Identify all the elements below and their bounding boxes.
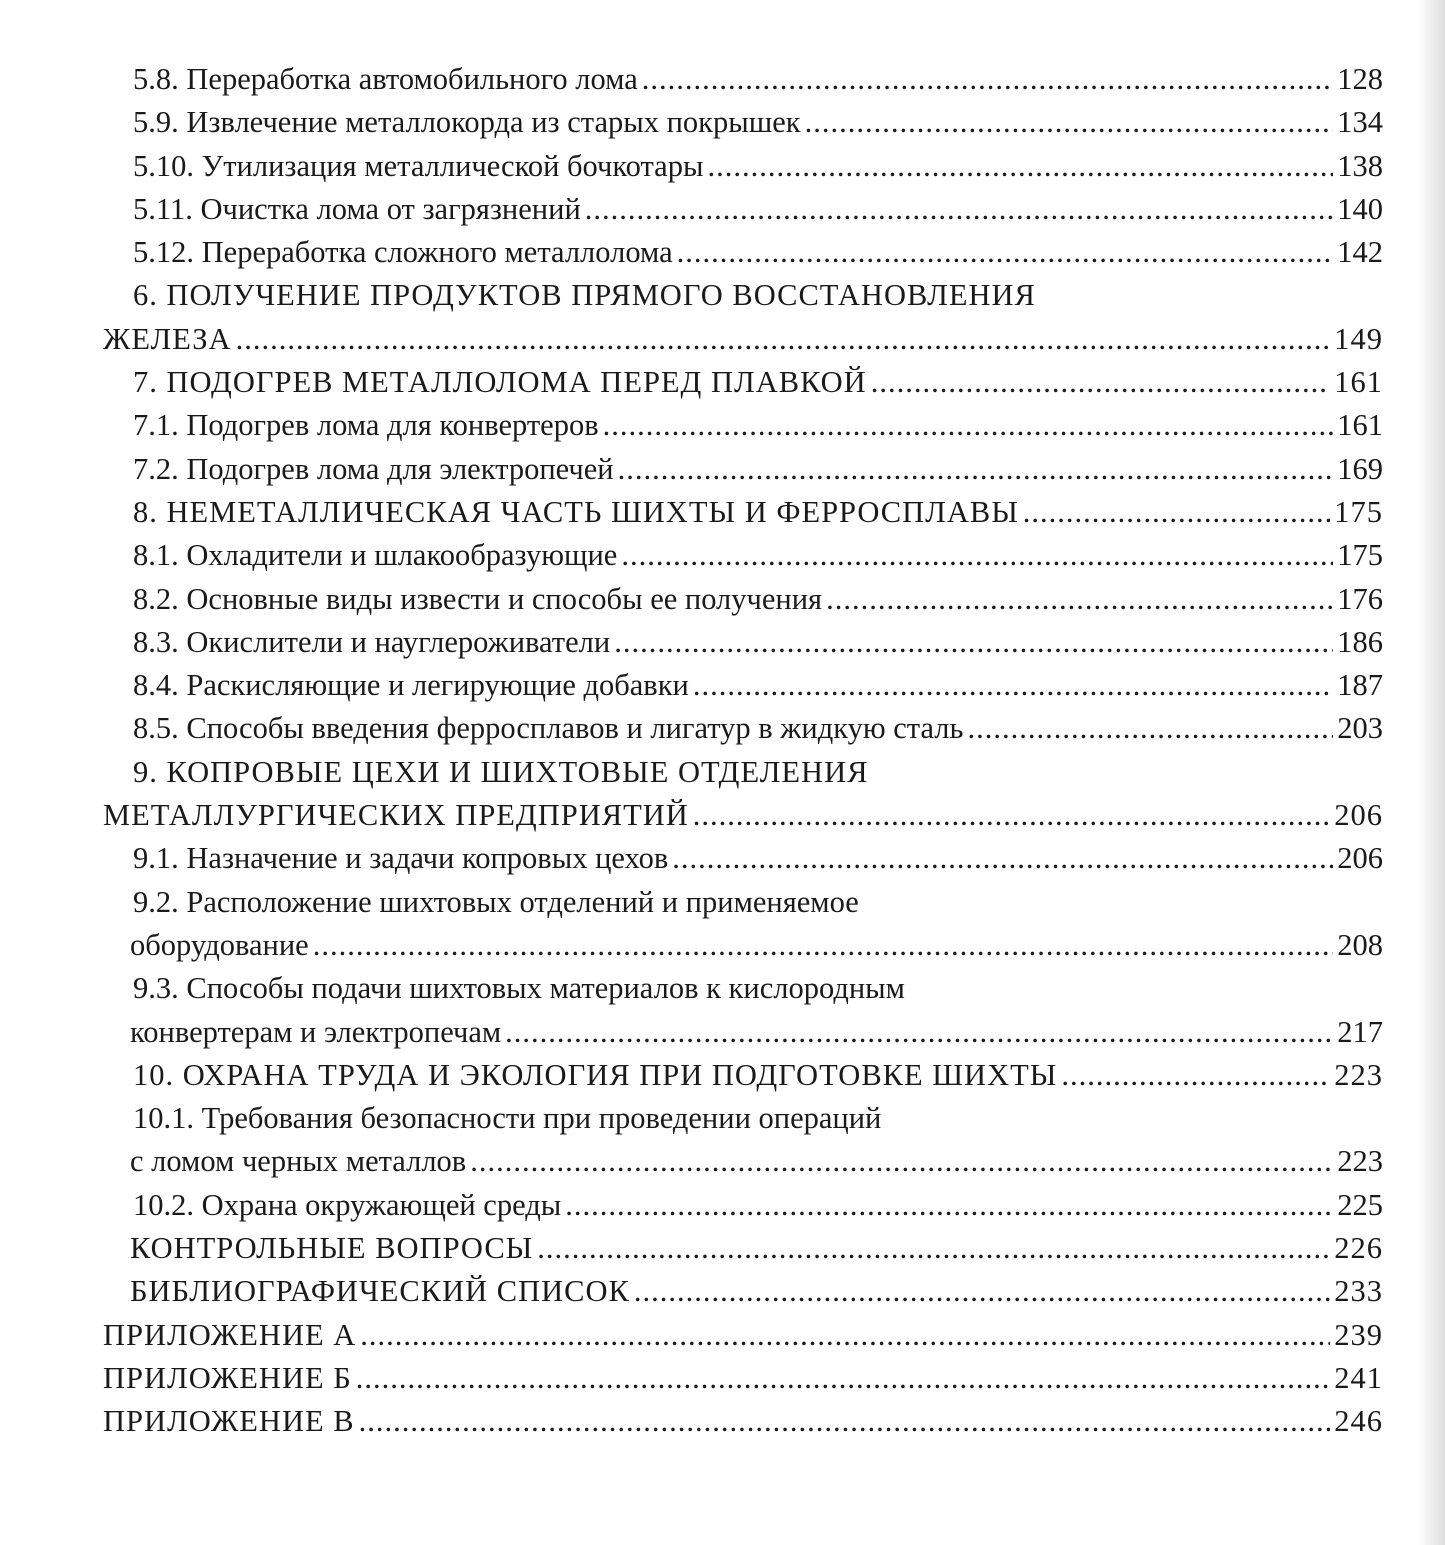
dot-leader — [1023, 491, 1330, 534]
toc-entry-title: 5.9. Извлечение металлокорда из старых покрышек — [133, 105, 801, 140]
toc-entry-page: 223 — [1337, 1144, 1383, 1179]
dot-leader — [505, 1011, 1333, 1054]
toc-entry-page: 175 — [1337, 538, 1383, 573]
toc-entry-title: 8.4. Раскисляющие и легирующие добавки — [133, 668, 689, 703]
toc-appendix-b — [103, 1357, 1383, 1400]
toc-entry-title: 8.3. Окислители и науглероживатели — [133, 624, 611, 659]
toc-entry-9-2 — [103, 924, 1383, 967]
toc-chapter-9 — [103, 794, 1383, 837]
dot-leader — [537, 1227, 1330, 1270]
toc-entry-8-1 — [103, 534, 1383, 577]
toc-entry-7-1 — [103, 404, 1383, 447]
dot-leader — [634, 1270, 1330, 1313]
toc-entry-title: 5.10. Утилизация металлической бочкотары — [133, 148, 704, 183]
toc-entry-title: 7.2. Подогрев лома для электропечей — [133, 451, 614, 486]
toc-entry-title: 7. ПОДОГРЕВ МЕТАЛЛОЛОМА ПЕРЕД ПЛАВКОЙ — [133, 365, 867, 400]
toc-entry-page: 233 — [1334, 1274, 1383, 1309]
toc-entry-8-3 — [103, 621, 1383, 664]
toc-entry-title: 10.2. Охрана окружающей среды — [133, 1187, 562, 1222]
toc-entry-5-11 — [103, 188, 1383, 231]
dot-leader — [618, 448, 1334, 491]
toc-chapter-8 — [103, 491, 1383, 534]
toc-entry-title: 9.1. Назначение и задачи копровых цехов — [133, 841, 669, 876]
toc-entry-8-2 — [103, 578, 1383, 621]
toc-entry-page: 176 — [1337, 581, 1383, 616]
toc-entry-title: 5.8. Переработка автомобильного лома — [133, 62, 638, 96]
dot-leader — [826, 578, 1333, 621]
toc-entry-page: 187 — [1337, 668, 1383, 703]
toc-entry-title: ЖЕЛЕЗА — [103, 321, 232, 356]
toc-chapter-6-line1: 6. ПОЛУЧЕНИЕ ПРОДУКТОВ ПРЯМОГО ВОССТАНОВЛЕНИЯ — [133, 278, 1036, 313]
toc-entry-title: 8. НЕМЕТАЛЛИЧЕСКАЯ ЧАСТЬ ШИХТЫ И ФЕРРОСПЛАВЫ — [133, 494, 1019, 529]
toc-entry-9-3 — [103, 1011, 1383, 1054]
toc-entry-page: 246 — [1334, 1404, 1383, 1439]
dot-leader — [360, 1314, 1330, 1357]
toc-entry-page: 203 — [1337, 711, 1383, 746]
dot-leader — [313, 924, 1334, 967]
toc-entry-title: 7.1. Подогрев лома для конвертеров — [133, 408, 599, 443]
toc-entry-title: 8.2. Основные виды извести и способы ее получения — [133, 581, 823, 616]
toc-entry-title: с ломом черных металлов — [130, 1144, 467, 1179]
toc-entry-title: 5.11. Очистка лома от загрязнений — [133, 191, 581, 226]
toc-entry-5-12 — [103, 231, 1383, 274]
dot-leader — [614, 621, 1333, 664]
toc-control-questions — [103, 1227, 1383, 1270]
toc-entry-8-5 — [103, 707, 1383, 750]
toc-entry-title: оборудование — [130, 927, 309, 962]
toc-entry-title: БИБЛИОГРАФИЧЕСКИЙ СПИСОК — [130, 1274, 630, 1309]
toc-entry-page: 138 — [1337, 148, 1383, 183]
dot-leader — [693, 794, 1330, 837]
toc-entry-page: 206 — [1337, 841, 1383, 876]
dot-leader — [707, 145, 1333, 188]
toc-entry-page: 161 — [1337, 408, 1383, 443]
toc-entry-page: 161 — [1334, 365, 1383, 400]
toc-entry-page: 186 — [1337, 624, 1383, 659]
toc-bibliography — [103, 1270, 1383, 1313]
toc-appendix-v — [103, 1400, 1383, 1443]
toc-entry-title: ПРИЛОЖЕНИЕ В — [103, 1404, 355, 1439]
toc-chapter-10 — [103, 1054, 1383, 1097]
toc-entry-page: 239 — [1334, 1317, 1383, 1352]
toc-entry-page: 226 — [1334, 1231, 1383, 1266]
dot-leader — [871, 361, 1331, 404]
toc-entry-page: 208 — [1337, 927, 1383, 962]
toc-entry-title: ПРИЛОЖЕНИЕ А — [103, 1317, 357, 1352]
toc-entry-title: КОНТРОЛЬНЫЕ ВОПРОСЫ — [130, 1231, 534, 1266]
toc-entry-9-3-line1: 9.3. Способы подачи шихтовых материалов к кислородным — [133, 971, 905, 1006]
dot-leader — [967, 707, 1333, 750]
toc-entry-9-1 — [103, 837, 1383, 880]
toc-entry-5-8 — [103, 58, 1383, 101]
toc-entry-10-1 — [103, 1140, 1383, 1183]
dot-leader — [356, 1357, 1331, 1400]
toc-chapter-6 — [103, 318, 1383, 361]
toc-entry-7-2 — [103, 448, 1383, 491]
toc-entry-8-4 — [103, 664, 1383, 707]
toc-entry-page: 140 — [1337, 191, 1383, 226]
dot-leader — [585, 188, 1333, 231]
toc-entry-page: 223 — [1334, 1057, 1383, 1092]
toc-appendix-a — [103, 1314, 1383, 1357]
toc-entry-page: 128 — [1337, 62, 1383, 96]
dot-leader — [236, 318, 1331, 361]
dot-leader — [805, 101, 1334, 144]
dot-leader — [642, 58, 1334, 101]
dot-leader — [565, 1184, 1333, 1227]
page-edge-shadow — [1417, 0, 1445, 1545]
toc-entry-10-1-line1: 10.1. Требования безопасности при проведении операций — [133, 1101, 882, 1136]
toc-chapter-7 — [103, 361, 1383, 404]
toc-entry-page: 241 — [1334, 1360, 1383, 1395]
toc-entry-5-10 — [103, 145, 1383, 188]
toc-entry-page: 175 — [1334, 494, 1383, 529]
toc-entry-page: 206 — [1334, 798, 1383, 833]
toc-entry-title: 5.12. Переработка сложного металлолома — [133, 235, 673, 270]
toc-entry-title: МЕТАЛЛУРГИЧЕСКИХ ПРЕДПРИЯТИЙ — [103, 798, 689, 833]
dot-leader — [1061, 1054, 1330, 1097]
dot-leader — [621, 534, 1333, 577]
toc-entry-page: 217 — [1337, 1014, 1383, 1049]
toc-entry-title: 8.5. Способы введения ферросплавов и лигатур в жидкую сталь — [133, 711, 964, 746]
toc-entry-page: 142 — [1337, 235, 1383, 270]
toc-chapter-9-line1: 9. КОПРОВЫЕ ЦЕХИ И ШИХТОВЫЕ ОТДЕЛЕНИЯ — [133, 754, 869, 789]
toc-entry-10-2 — [103, 1184, 1383, 1227]
dot-leader — [359, 1400, 1331, 1443]
toc-entry-title: 10. ОХРАНА ТРУДА И ЭКОЛОГИЯ ПРИ ПОДГОТОВКЕ ШИХТЫ — [133, 1057, 1058, 1092]
toc-entry-title: ПРИЛОЖЕНИЕ Б — [103, 1360, 352, 1395]
toc-entry-page: 149 — [1334, 321, 1383, 356]
toc-entry-page: 225 — [1337, 1187, 1383, 1222]
dot-leader — [470, 1140, 1333, 1183]
toc-entry-title: 8.1. Охладители и шлакообразующие — [133, 538, 618, 573]
toc-entry-5-9 — [103, 101, 1383, 144]
dot-leader — [672, 837, 1333, 880]
dot-leader — [603, 404, 1334, 447]
dot-leader — [693, 664, 1333, 707]
toc-entry-page: 134 — [1337, 105, 1383, 140]
toc-entry-page: 169 — [1337, 451, 1383, 486]
toc-entry-9-2-line1: 9.2. Расположение шихтовых отделений и применяемое — [133, 884, 859, 919]
table-of-contents — [103, 58, 1383, 1444]
dot-leader — [677, 231, 1334, 274]
toc-entry-title: конвертерам и электропечам — [130, 1014, 502, 1049]
